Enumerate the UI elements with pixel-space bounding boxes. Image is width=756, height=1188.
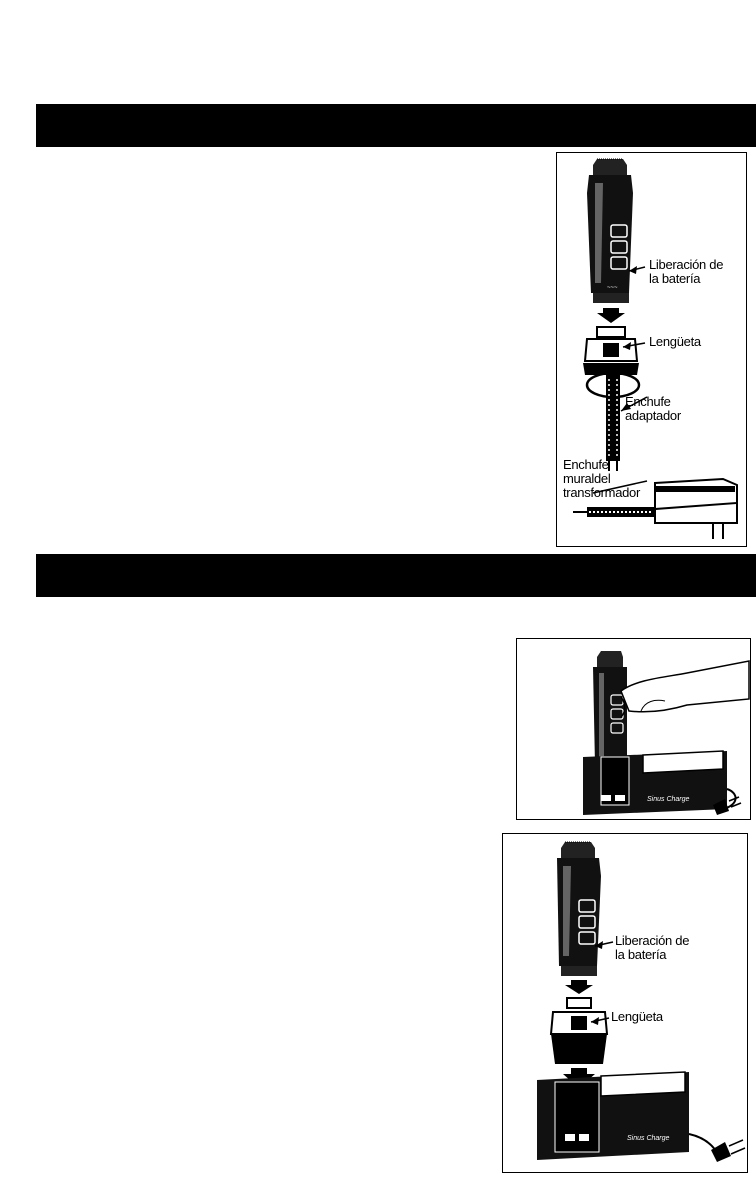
- label-battery-release-2: la batería: [649, 271, 701, 286]
- label-battery-release-1: Liberación de: [615, 933, 690, 948]
- label-wall-plug-2: muraldel: [563, 471, 611, 486]
- label-wall-plug-3: transformador: [563, 485, 641, 500]
- brand-logo-charger: Sinus Charge: [647, 796, 690, 803]
- brand-logo-charger-2: Sinus Charge: [627, 1135, 670, 1142]
- figure-battery-into-charger: [502, 833, 748, 1173]
- battery-charger-illustration: [503, 834, 749, 1174]
- label-adapter-plug-2: adaptador: [625, 408, 681, 423]
- section-header-bar-1: [36, 104, 756, 147]
- label-tab: Lengüeta: [649, 334, 701, 349]
- figure-clipper-battery-adapter: [556, 152, 747, 547]
- label-battery-release-1: Liberación de: [649, 257, 724, 272]
- clipper-charger-hand-illustration: [517, 639, 752, 821]
- svg-text:~~~: ~~~: [607, 285, 618, 291]
- section-header-bar-2: [36, 554, 756, 597]
- label-wall-plug-1: Enchufe: [563, 457, 609, 472]
- label-adapter-plug-1: Enchufe: [625, 394, 671, 409]
- label-battery-release-2: la batería: [615, 947, 667, 962]
- label-tab: Lengüeta: [611, 1009, 663, 1024]
- figure-clipper-in-charger: [516, 638, 751, 820]
